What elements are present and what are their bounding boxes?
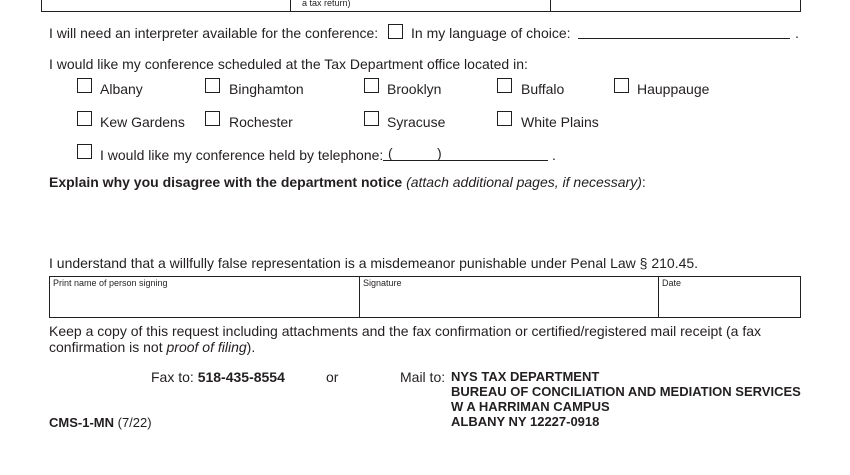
interpreter-checkbox[interactable]: [388, 24, 403, 39]
rochester-checkbox[interactable]: [205, 111, 220, 126]
keep-copy-prefix: confirmation is not: [49, 339, 167, 355]
signature-field[interactable]: [359, 276, 659, 318]
print-name-field[interactable]: [49, 276, 360, 318]
white-plains-checkbox[interactable]: [497, 111, 512, 126]
hauppauge-checkbox[interactable]: [614, 78, 629, 93]
top-row-left-cell: [41, 0, 291, 12]
rochester-label: Rochester: [229, 114, 293, 130]
keep-copy-line1: Keep a copy of this request including attachments and the fax confirmation or certified/registered mail receipt (a fax: [49, 323, 762, 339]
brooklyn-checkbox[interactable]: [364, 78, 379, 93]
keep-copy-line2: [49, 339, 255, 355]
syracuse-checkbox[interactable]: [364, 111, 379, 126]
explain-colon: :: [641, 174, 646, 190]
hauppauge-label: Hauppauge: [637, 81, 710, 97]
white-plains-label: White Plains: [521, 114, 599, 130]
mail-address-line: NYS TAX DEPARTMENT: [451, 369, 600, 384]
language-label: In my language of choice:: [411, 25, 571, 41]
form-id: [49, 415, 152, 430]
fax-line: [151, 369, 285, 385]
mail-address: [451, 369, 801, 429]
keep-copy-proof-of-filing: proof of filing: [166, 339, 247, 355]
syracuse-label: Syracuse: [387, 114, 446, 130]
date-label: Date: [662, 278, 682, 288]
albany-label: Albany: [100, 81, 143, 97]
language-input-line[interactable]: [578, 38, 790, 39]
form-revision: (7/22): [117, 415, 152, 430]
mail-address-line: W A HARRIMAN CAMPUS: [451, 399, 610, 414]
telephone-checkbox[interactable]: [77, 144, 92, 159]
print-name-label: Print name of person signing: [53, 278, 168, 288]
buffalo-checkbox[interactable]: [497, 78, 512, 93]
telephone-period: .: [552, 147, 556, 163]
explain-note: (attach additional pages, if necessary): [406, 174, 642, 190]
mail-address-line: ALBANY NY 12227-0918: [451, 414, 600, 429]
top-row-fragment: a tax return): [302, 0, 351, 8]
buffalo-label: Buffalo: [521, 81, 565, 97]
declaration-text: I understand that a willfully false representation is a misdemeanor punishable under Penal Law § 210.45.: [49, 255, 699, 271]
albany-checkbox[interactable]: [77, 78, 92, 93]
signature-label: Signature: [363, 278, 402, 288]
office-location-label: I would like my conference scheduled at the Tax Department office located in:: [49, 56, 528, 72]
mail-label: Mail to:: [400, 369, 446, 385]
explain-text-area[interactable]: [49, 194, 801, 248]
binghamton-label: Binghamton: [229, 81, 304, 97]
language-period: .: [795, 25, 799, 41]
interpreter-label: I will need an interpreter available for the conference:: [49, 25, 379, 41]
phone-close-paren: ): [437, 145, 442, 161]
explain-label-line: [49, 174, 646, 190]
date-field[interactable]: [658, 276, 801, 318]
or-text: or: [326, 369, 339, 385]
form-code: CMS-1-MN: [49, 415, 114, 430]
keep-copy-suffix: ).: [246, 339, 256, 355]
brooklyn-label: Brooklyn: [387, 81, 442, 97]
telephone-input-line[interactable]: [383, 160, 548, 161]
top-row-right-cell[interactable]: [550, 0, 801, 12]
phone-open-paren: (: [388, 145, 393, 161]
kew-gardens-checkbox[interactable]: [77, 111, 92, 126]
fax-label: Fax to:: [151, 369, 194, 385]
binghamton-checkbox[interactable]: [205, 78, 220, 93]
kew-gardens-label: Kew Gardens: [100, 114, 185, 130]
fax-number: 518-435-8554: [197, 369, 285, 385]
telephone-label: I would like my conference held by telephone:: [100, 147, 384, 163]
mail-address-line: BUREAU OF CONCILIATION AND MEDIATION SERVICES: [451, 384, 801, 399]
explain-label: Explain why you disagree with the department notice: [49, 174, 403, 190]
